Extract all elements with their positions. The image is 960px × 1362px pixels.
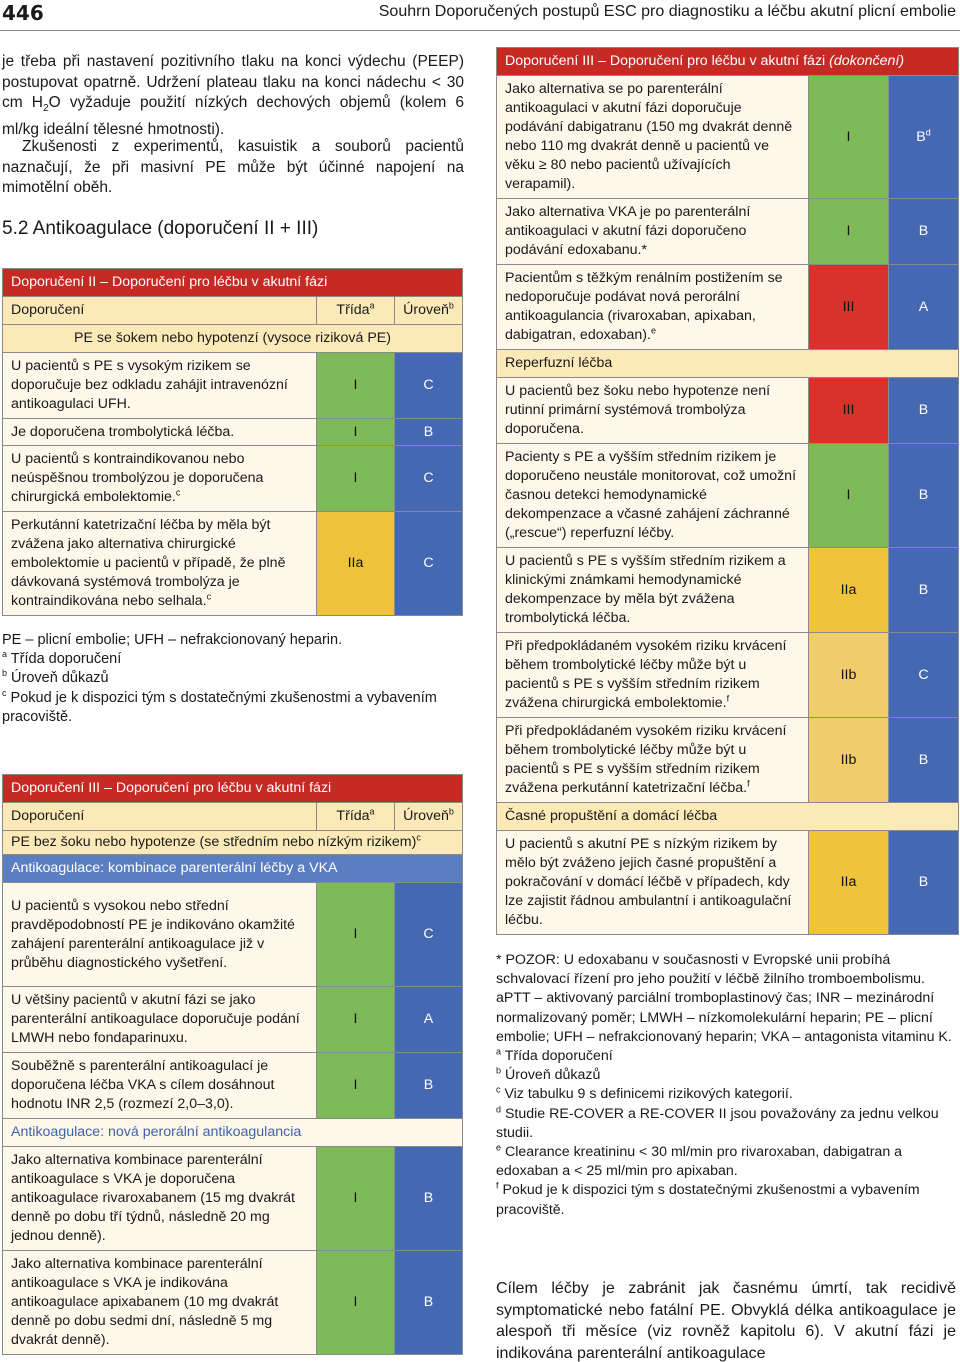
intro-paragraph-a: je třeba při nastavení pozitivního tlaku na konci výdechu (PEEP) postupovat opatrně. Udržení plateau tlaku na konci nádechu < 30 cm $H_2O$ vyžaduje použití nízkých dechových objemů (kolem 6 ml/kg ideální tělesné hmotnosti).	[2, 53, 464, 138]
table-row: Pacienty s PE a vyšším středním rizikem je doporučeno neustále monitorovat, což umožní časnou detekci hemodynamické dekompenzace a včasné zahájení záchranné („rescue“) reperfuzní léčby. I B	[497, 444, 959, 548]
subgroup-header: Časné propuštění a domácí léčba	[497, 803, 959, 831]
subgroup-header: Antikoagulace: kombinace parenterální léčby a VKA	[3, 855, 463, 883]
col-header-recommendation: Doporučení	[3, 297, 317, 325]
footnotes-table-iii: * POZOR: U edoxabanu v současnosti v Evropské unii probíhá schvalovací řízení pro jeho použití v léčbě žilního tromboembolismu. aPTT – aktivovaný parciální tromboplastinový čas; INR – mezinárodní normalizovaný poměr; LMWH – nízkomolekulární heparin; PE – plicní embolie; UFH – nefrakcionovaný heparin; VKA – antagonista vitaminu K. $^a$ Třída doporučení $^b$ Úroveň důkazů $^c$ Viz tabulku 9 s definicemi rizikových kategorií. $^d$ Studie RE-COVER a RE-COVER II jsou považovány za jednu velkou studii. $^e$ Clearance kreatininu < 30 ml/min pro rivaroxaban, dabigatran a edoxaban a < 25 ml/min pro apixaban. $^f$ Pokud je k dispozici tým s dostatečnými zkušenostmi a vybavením pracoviště.	[496, 952, 952, 1218]
level-cell: B	[395, 1147, 463, 1251]
level-cell: C	[889, 633, 959, 718]
table-row: U pacientů s PE s vyšším středním rizikem a klinickými známkami hemodynamické dekompenzace by měla být zvážena trombolytická léčba. IIa B	[497, 548, 959, 633]
subgroup-header: Antikoagulace: nová perorální antikoagulancia	[3, 1119, 463, 1147]
class-cell: I	[317, 419, 395, 446]
class-cell: I	[317, 353, 395, 419]
table-row: Jako alternativa VKA je po parenterální antikoagulaci v akutní fázi doporučeno podávání edoxabanu.* I B	[497, 199, 959, 265]
group-header: PE se šokem nebo hypotenzí (vysoce riziková PE)	[3, 325, 463, 353]
section-heading: 5.2 Antikoagulace (doporučení II + III)	[2, 218, 319, 239]
footnotes-table-ii: PE – plicní embolie; UFH – nefrakcionovaný heparin. $^a$ Třída doporučení $^b$ Úroveň důkazů $^c$ Pokud je k dispozici tým s dostatečnými zkušenostmi a vybavením pracoviště.	[2, 632, 437, 725]
table-title: Doporučení III – Doporučení pro léčbu v akutní fázi	[3, 775, 463, 803]
level-cell: B	[889, 444, 959, 548]
col-header-class: Třída$^a$	[317, 803, 395, 831]
class-cell: I	[317, 987, 395, 1053]
class-cell: III	[809, 265, 889, 350]
level-cell: B	[395, 419, 463, 446]
running-title: Souhrn Doporučených postupů ESC pro diagnostiku a léčbu akutní plicní embolie	[378, 3, 956, 20]
class-cell: I	[809, 199, 889, 265]
level-cell: C	[395, 446, 463, 512]
class-cell: I	[317, 1251, 395, 1355]
table-row: Při předpokládaném vysokém riziku krvácení během trombolytické léčby může být u pacientů s PE s vyšším středním rizikem zvážena chirurgická embolektomie.$^f$ IIb C	[497, 633, 959, 718]
level-cell: C	[395, 353, 463, 419]
col-header-class: Třída$^a$	[317, 297, 395, 325]
table-row: U pacientů s akutní PE s nízkým rizikem by mělo být zváženo jejich časné propuštění a pokračování v domácí léčbě v případech, kdy lze zajistit řádnou ambulantní i antikoagulační léčbu. IIa B	[497, 831, 959, 935]
class-cell: IIa	[809, 831, 889, 935]
table-row: Jako alternativa kombinace parenterální antikoagulace s VKA je indikována antikoagulace apixabanem (10 mg dvakrát denně po dobu sedmi dní, následně 5 mg dvakrát denně). I B	[3, 1251, 463, 1355]
table-title: Doporučení III – Doporučení pro léčbu v akutní fázi (dokončení)	[497, 48, 959, 76]
col-header-recommendation: Doporučení	[3, 803, 317, 831]
group-header: PE bez šoku nebo hypotenze (se středním nebo nízkým rizikem)$^c$	[3, 831, 463, 855]
class-cell: IIa	[809, 548, 889, 633]
level-cell: B	[889, 831, 959, 935]
page-header	[0, 0, 960, 26]
level-cell: $B^d$	[889, 76, 959, 199]
recommendation-table-iii-part1	[2, 774, 463, 1355]
level-cell: B	[889, 378, 959, 444]
table-row: Jako alternativa se po parenterální antikoagulaci v akutní fázi doporučuje podávání dabigatranu (150 mg dvakrát denně nebo 110 mg dvakrát denně u pacientů ve věku ≥ 80 nebo pacientů užívajících verapamil). I $B^d$	[497, 76, 959, 199]
class-cell: III	[809, 378, 889, 444]
page-number: 446	[2, 1, 44, 25]
table-row: Je doporučena trombolytická léčba. I B	[3, 419, 463, 446]
level-cell: C	[395, 883, 463, 987]
level-cell: B	[889, 548, 959, 633]
class-cell: IIb	[809, 633, 889, 718]
level-cell: A	[395, 987, 463, 1053]
level-cell: B	[889, 199, 959, 265]
table-row: U pacientů s PE s vysokým rizikem se doporučuje bez odkladu zahájit intravenózní antikoagulaci UFH. I C	[3, 353, 463, 419]
body-paragraph: Cílem léčby je zabránit jak časnému úmrtí, tak recidivě symptomatické nebo fatální PE. Obvyklá délka antikoagulace je alespoň tři měsíce (viz rovněž kapitolu 6). V akutní fázi je indikována parenterální antikoagulace	[496, 1280, 956, 1362]
level-cell: C	[395, 512, 463, 616]
class-cell: IIa	[317, 512, 395, 616]
class-cell: I	[317, 1053, 395, 1119]
level-cell: B	[889, 718, 959, 803]
table-row: U pacientů s kontraindikovanou nebo neúspěšnou trombolýzou je doporučena chirurgická embolektomie.$^c$ I C	[3, 446, 463, 512]
class-cell: I	[809, 76, 889, 199]
table-row: U většiny pacientů v akutní fázi se jako parenterální antikoagulace doporučuje podání LMWH nebo fondaparinuxu. I A	[3, 987, 463, 1053]
subgroup-header: Reperfuzní léčba	[497, 350, 959, 378]
intro-paragraph-b: Zkušenosti z experimentů, kasuistik a souborů pacientů naznačují, že při masivní PE může být účinné napojení na mimotělní oběh.	[2, 138, 464, 196]
table-row: U pacientů s vysokou nebo střední pravděpodobností PE je indikováno okamžité zahájení parenterální antikoagulace již v průběhu diagnostického vyšetření. I C	[3, 883, 463, 987]
table-row: U pacientů bez šoku nebo hypotenze není rutinní primární systémová trombolýza doporučena. III B	[497, 378, 959, 444]
recommendation-table-ii	[2, 268, 463, 616]
table-row: Při předpokládaném vysokém riziku krvácení během trombolytické léčby může být u pacientů s PE s vyšším středním rizikem zvážena perkutánní katetrizační léčba.$^f$ IIb B	[497, 718, 959, 803]
class-cell: I	[317, 446, 395, 512]
class-cell: IIb	[809, 718, 889, 803]
table-row: Perkutánní katetrizační léčba by měla být zvážena jako alternativa chirurgické embolektomie u pacientů v případě, že plně dávkovaná systémová trombolýza je kontraindikována nebo selhala.$^c$ IIa C	[3, 512, 463, 616]
header-divider	[0, 30, 960, 31]
class-cell: I	[317, 883, 395, 987]
col-header-level: Úroveň$^b$	[395, 803, 463, 831]
class-cell: I	[317, 1147, 395, 1251]
table-title: Doporučení II – Doporučení pro léčbu v akutní fázi	[3, 269, 463, 297]
level-cell: B	[395, 1053, 463, 1119]
col-header-level: Úroveň$^b$	[395, 297, 463, 325]
recommendation-table-iii-part2	[496, 47, 959, 935]
level-cell: A	[889, 265, 959, 350]
table-row: Pacientům s těžkým renálním postižením se nedoporučuje podávat nová perorální antikoagulancia (rivaroxaban, apixaban, dabigatran, edoxaban).$^e$ III A	[497, 265, 959, 350]
table-row: Jako alternativa kombinace parenterální antikoagulace s VKA je doporučena antikoagulace rivaroxabanem (15 mg dvakrát denně po dobu tří týdnů, následně 20 mg jednou denně). I B	[3, 1147, 463, 1251]
class-cell: I	[809, 444, 889, 548]
level-cell: B	[395, 1251, 463, 1355]
table-row: Souběžně s parenterální antikoagulací je doporučena léčba VKA s cílem dosáhnout hodnotu INR 2,5 (rozmezí 2,0–3,0). I B	[3, 1053, 463, 1119]
